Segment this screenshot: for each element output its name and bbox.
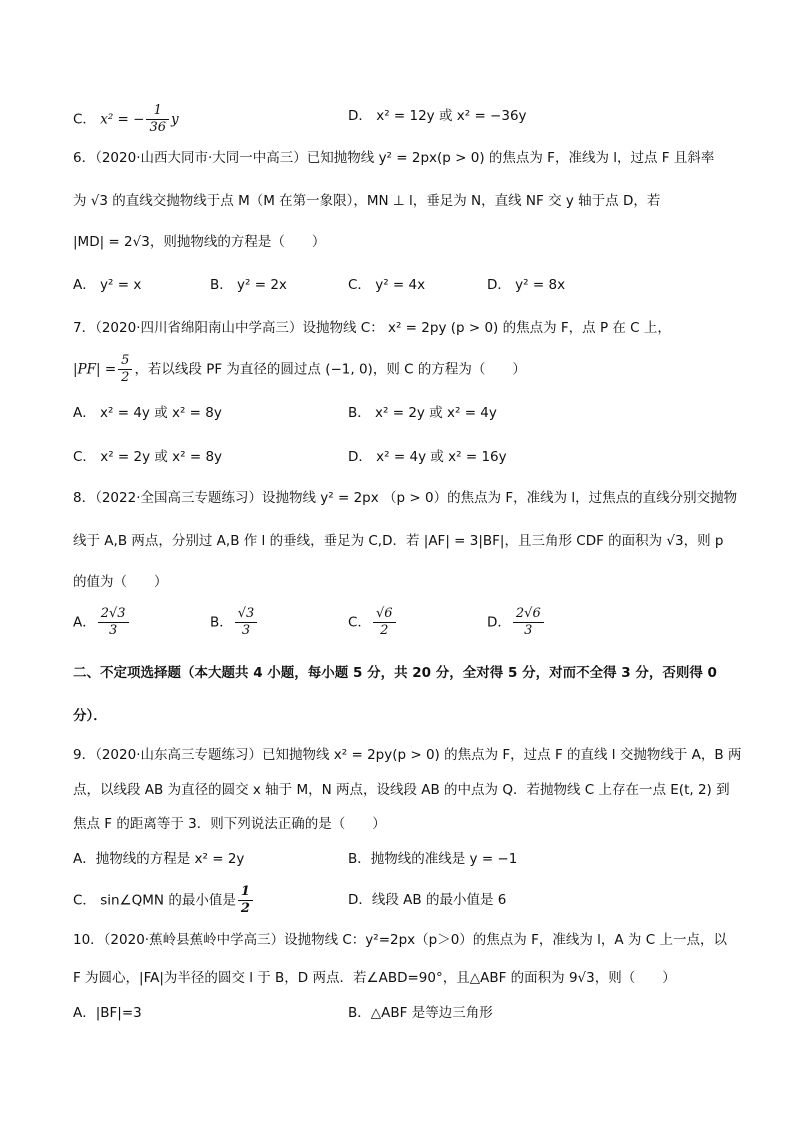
fraction: [235, 606, 258, 639]
fraction-denominator: 36: [149, 120, 167, 135]
q7-stem-line2: [73, 353, 526, 386]
option-label: D．: [487, 614, 511, 631]
option-label: D．: [348, 108, 372, 124]
q9-stem-line1: 9．（2020·山东高三专题练习）已知抛物线 x² = 2py(p > 0) 的焦点为 F，过点 F 的直线 l 交抛物线于 A，B 两: [73, 747, 742, 763]
fraction: [146, 103, 169, 136]
option-expr: y: [171, 111, 179, 128]
fraction-denominator: 3: [524, 623, 533, 638]
fraction: [513, 606, 544, 639]
section-heading-line2: 分）．: [73, 708, 107, 724]
fraction: [118, 353, 132, 386]
stem-text: ，若以线段 PF 为直径的圆过点 (−1, 0)，则 C 的方程为（ ）: [134, 361, 526, 378]
q5-option-d: [348, 106, 527, 126]
fraction-denominator: 2: [121, 370, 130, 385]
fraction-numerator: 2√3: [98, 606, 129, 623]
q7-option-a: A． x² = 4y 或 x² = 8y: [73, 405, 222, 421]
q8-stem-line1: 8．（2022·全国高三专题练习）设抛物线 y² = 2px （p > 0）的焦点为 F，准线为 l，过焦点的直线分别交抛物: [73, 490, 738, 506]
q9-option-d: D．线段 AB 的最小值是 6: [348, 892, 507, 908]
fraction-numerator: 5: [118, 353, 132, 370]
option-label: C．: [73, 111, 96, 128]
fraction-numerator: √3: [235, 606, 258, 623]
fraction-denominator: 2: [240, 901, 250, 916]
q10-stem-line1: 10．（2020·蕉岭县蕉岭中学高三）设抛物线 C：y²=2px（p＞0）的焦点为 F，准线为 l，A 为 C 上一点，以: [73, 932, 727, 948]
q7-option-d: D． x² = 4y 或 x² = 16y: [348, 449, 507, 465]
expr: |PF| =: [73, 361, 117, 378]
q9-stem-line3: 焦点 F 的距离等于 3．则下列说法正确的是（ ）: [73, 816, 386, 832]
option-label: C．: [348, 614, 371, 631]
q9-option-b: B．抛物线的准线是 y = −1: [348, 851, 518, 867]
option-label: A．: [73, 614, 96, 631]
q6-option-c: C． y² = 4x: [348, 277, 426, 293]
option-expr: x² = 12y 或 x² = −36y: [376, 108, 527, 124]
q6-option-a: A． y² = x: [73, 277, 142, 293]
fraction: [238, 884, 253, 917]
q10-option-b: B．△ABF 是等边三角形: [348, 1005, 493, 1021]
fraction: [98, 606, 129, 639]
q9-option-a: A．抛物线的方程是 x² = 2y: [73, 851, 245, 867]
q6-option-d: D． y² = 8x: [487, 277, 566, 293]
fraction-denominator: 3: [109, 623, 118, 638]
fraction-numerator: 2√6: [513, 606, 544, 623]
q8-option-c: [348, 606, 398, 639]
q9-stem-line2: 点，以线段 AB 为直径的圆交 x 轴于 M，N 两点，设线段 AB 的中点为 Q．若抛物线 C 上存在一点 E(t, 2) 到: [73, 782, 730, 798]
q8-option-a: [73, 606, 131, 639]
q6-option-b: B． y² = 2x: [210, 277, 287, 293]
q6-stem-line1: 6．（2020·山西大同市·大同一中高三）已知抛物线 y² = 2px(p > 0) 的焦点为 F，准线为 l，过点 F 且斜率: [73, 150, 715, 166]
q10-stem-line2: F 为圆心，|FA|为半径的圆交 l 于 B，D 两点．若∠ABD=90°，且△ABF 的面积为 9√3，则（ ）: [73, 970, 676, 986]
q6-stem-line2: 为 √3 的直线交抛物线于点 M（M 在第一象限），MN ⊥ l，垂足为 N，直线 NF 交 y 轴于点 D，若: [73, 193, 661, 209]
q8-stem-line2: 线于 A,B 两点，分别过 A,B 作 l 的垂线，垂足为 C,D．若 |AF| = 3|BF|，且三角形 CDF 的面积为 √3，则 p: [73, 533, 724, 549]
option-expr: x² = −: [100, 111, 145, 128]
q5-option-c: [73, 103, 179, 136]
option-text: C． sin∠QMN 的最小值是: [73, 892, 236, 909]
q8-option-b: [210, 606, 259, 639]
q8-option-d: [487, 606, 546, 639]
fraction-numerator: 1: [146, 103, 169, 120]
fraction-numerator: 1: [238, 884, 253, 901]
q6-stem-line3: |MD| = 2√3，则抛物线的方程是（ ）: [73, 234, 326, 250]
q7-stem-line1: 7．（2020·四川省绵阳南山中学高三）设抛物线 C： x² = 2py (p > 0) 的焦点为 F，点 P 在 C 上，: [73, 320, 671, 336]
option-label: B．: [210, 614, 233, 631]
q10-option-a: A．|BF|=3: [73, 1005, 142, 1021]
fraction: [373, 606, 396, 639]
fraction-denominator: 3: [241, 623, 251, 638]
q7-option-b: B． x² = 2y 或 x² = 4y: [348, 405, 497, 421]
q8-stem-line3: 的值为（ ）: [73, 574, 168, 590]
fraction-numerator: √6: [373, 606, 396, 623]
fraction-denominator: 2: [380, 623, 389, 638]
q7-option-c: C． x² = 2y 或 x² = 8y: [73, 449, 223, 465]
section-heading-line1: 二、不定项选择题（本大题共 4 小题，每小题 5 分，共 20 分，全对得 5 分，对而不全得 3 分，否则得 0: [73, 665, 717, 681]
q9-option-c: [73, 884, 255, 917]
